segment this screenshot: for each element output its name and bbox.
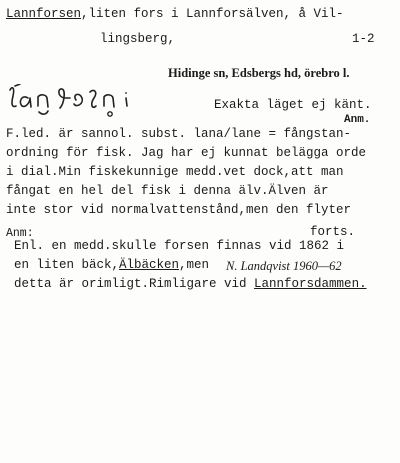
- body-line-4: fångat en hel del fisk i denna älv.Älven är: [6, 184, 329, 198]
- anm-line-3-underlined: Lannforsdammen.: [254, 277, 367, 291]
- body-line-2: ordning för fisk. Jag har ej kunnat belägga orde: [6, 146, 367, 160]
- author-signature: N. Landqvist 1960—62: [226, 259, 342, 273]
- body-line-1: F.led. är sannol. subst. lana/lane = fångstan-: [6, 127, 352, 141]
- header-description: ,liten fors i Lannforsälven, å Vil-: [81, 7, 344, 21]
- anm-line-2: [14, 257, 209, 273]
- headword: Lannforsen: [6, 7, 82, 21]
- location-line: Hidinge sn, Edsbergs hd, örebro l.: [168, 66, 350, 80]
- location-note: Exakta läget ej känt.: [214, 98, 372, 112]
- body-line-3: i dial.Min fiskekunnige medd.vet dock,att man: [6, 165, 344, 179]
- page-reference: 1-2: [352, 32, 375, 46]
- header-line-1: [6, 6, 344, 22]
- body-line-5: inte stor vid normalvattenstånd,men den flyter: [6, 203, 352, 217]
- anm-line-3: [14, 276, 367, 292]
- anm-line-2-underlined: Älbäcken: [119, 258, 180, 272]
- anm-label: Anm:: [6, 227, 34, 240]
- anm-line-2-text-b: ,men: [179, 258, 210, 272]
- handwritten-phonetic-form: [6, 84, 166, 120]
- anm-line-3-text: detta är orimligt.Rimligare vid: [14, 277, 255, 291]
- forts-note: forts.: [310, 225, 356, 239]
- anm-line-1: Enl. en medd.skulle forsen finnas vid 1862 i: [14, 239, 345, 253]
- anm-line-2-text: en liten bäck,: [14, 258, 120, 272]
- anm-marker-right: Anm.: [344, 114, 371, 126]
- header-line-2: lingsberg,: [100, 32, 176, 46]
